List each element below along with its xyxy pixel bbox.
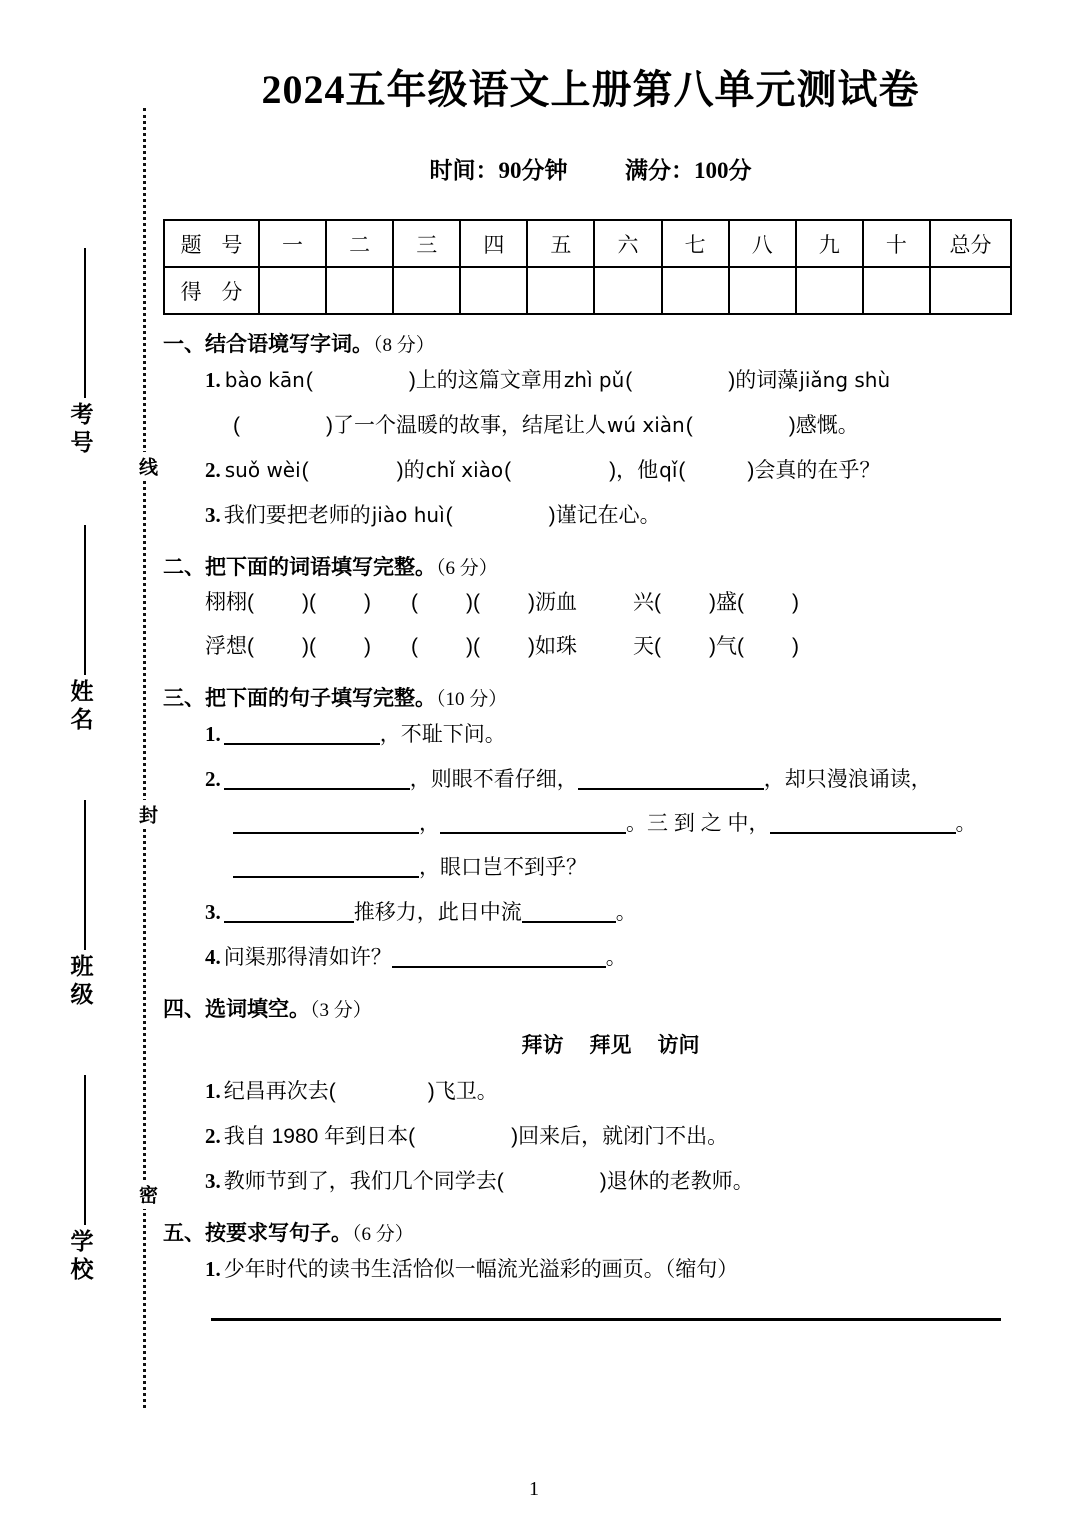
- margin-field-xingming: [26, 525, 136, 735]
- answer-parentheses[interactable]: ( ): [737, 591, 799, 614]
- exam-paper-body: [163, 0, 1018, 1527]
- pinyin-text: chǐ xiào: [425, 458, 504, 482]
- score-table-col-header: 十: [863, 220, 930, 267]
- question-text: 。三 到 之 中，: [626, 812, 770, 835]
- pinyin-text: zhì pǔ: [563, 368, 625, 392]
- question-text: 少年时代的读书生活恰似一幅流光溢彩的画页。（缩句）: [223, 1258, 739, 1281]
- score-table-row-header: 得 分: [164, 267, 259, 314]
- score-table-score-cell[interactable]: [796, 267, 863, 314]
- question-number: 2.: [205, 767, 221, 791]
- answer-parentheses[interactable]: ( ): [247, 635, 309, 658]
- question-number: 1.: [205, 1257, 221, 1281]
- question-text: 教师节到了，我们几个同学去: [223, 1170, 497, 1193]
- question-item: [233, 403, 1018, 448]
- page-title: 2024五年级语文上册第八单元测试卷: [261, 67, 920, 112]
- question-number: 4.: [205, 945, 221, 969]
- answer-parentheses[interactable]: ( ): [408, 1125, 519, 1148]
- answer-blank-line[interactable]: [224, 788, 410, 790]
- question-text: 推移力，此日中流: [353, 901, 522, 924]
- question-section: [163, 551, 1018, 669]
- question-number: 2.: [205, 458, 221, 482]
- question-item: [205, 493, 1018, 538]
- pinyin-text: jiǎng shù: [799, 368, 891, 392]
- word-bank-option[interactable]: 拜见: [589, 1034, 632, 1057]
- question-text: ，却只漫浪诵读，: [763, 768, 932, 791]
- word-bank-option[interactable]: 访问: [657, 1034, 700, 1057]
- answer-parentheses[interactable]: ( ): [309, 591, 371, 614]
- exam-total-score: 满分：100分: [625, 158, 752, 183]
- question-item: [205, 1159, 1018, 1204]
- field-rule: [84, 800, 86, 950]
- score-table-col-header: 五: [527, 220, 594, 267]
- question-item: [205, 1069, 1018, 1114]
- question-text: 我自 1980 年到日本: [223, 1125, 409, 1148]
- margin-field-label: 班级: [67, 954, 94, 1010]
- exam-meta: [163, 152, 1018, 185]
- section-heading-text: 一、结合语境写字词。: [163, 333, 373, 356]
- question-number: 3.: [205, 1169, 221, 1193]
- question-text: 栩栩: [205, 591, 247, 614]
- answer-parentheses[interactable]: ( ): [233, 414, 333, 437]
- score-table-col-header: 六: [594, 220, 661, 267]
- margin-field-kaohao: [26, 248, 136, 458]
- score-table-col-header: 七: [662, 220, 729, 267]
- question-number: 1.: [205, 368, 221, 392]
- answer-blank-line[interactable]: [770, 832, 956, 834]
- seal-dotted-line: [143, 108, 146, 1408]
- question-text: 的: [403, 459, 425, 482]
- page-number: 1: [529, 1478, 539, 1500]
- score-table-score-cell[interactable]: [460, 267, 527, 314]
- score-table-row: [164, 267, 1011, 314]
- margin-field-banji: [26, 800, 136, 1010]
- answer-blank-line[interactable]: [224, 921, 354, 923]
- question-text: 。: [605, 946, 627, 969]
- answer-blank-line[interactable]: [522, 921, 616, 923]
- answer-parentheses[interactable]: ( ): [496, 1170, 607, 1193]
- question-section: [163, 993, 1018, 1204]
- sections-container: [163, 328, 1018, 1321]
- question-text: 兴: [633, 591, 654, 614]
- question-text: 纪昌再次去: [223, 1080, 329, 1103]
- seal-char-feng: 封: [130, 800, 160, 829]
- question-text: 的词藻: [735, 369, 799, 392]
- section-heading-text: 四、选词填空。: [163, 998, 310, 1021]
- question-text: 上的这篇文章用: [415, 369, 563, 392]
- answer-blank-line[interactable]: [578, 788, 764, 790]
- pinyin-text: suǒ wèi: [224, 458, 301, 482]
- answer-parentheses[interactable]: ( ): [445, 504, 556, 527]
- score-table-col-header: 二: [326, 220, 393, 267]
- question-text: 。: [955, 812, 977, 835]
- section-heading-text: 三、把下面的句子填写完整。: [163, 687, 436, 710]
- section-heading-text: 二、把下面的词语填写完整。: [163, 556, 436, 579]
- question-text: 谨记在心。: [555, 504, 661, 527]
- question-text: 感慨。: [795, 414, 859, 437]
- section-points: （10 分）: [436, 689, 508, 710]
- score-table-score-cell[interactable]: [259, 267, 326, 314]
- question-text: 我们要把老师的: [223, 504, 371, 527]
- answer-blank-line[interactable]: [440, 832, 626, 834]
- answer-parentheses[interactable]: ( ): [504, 459, 617, 482]
- word-bank-option[interactable]: 拜访: [521, 1034, 564, 1057]
- question-item: [205, 935, 1018, 980]
- answer-parentheses[interactable]: ( ): [247, 591, 309, 614]
- question-text: 问渠那得清如许？: [223, 946, 392, 969]
- margin-field-label: 考号: [67, 402, 94, 458]
- question-text: ，眼口岂不到乎？: [419, 856, 587, 879]
- question-number: 1.: [205, 1079, 221, 1103]
- field-rule: [84, 248, 86, 398]
- section-heading: [163, 682, 1018, 712]
- section-points: （8 分）: [373, 335, 435, 356]
- answer-parentheses[interactable]: ( ): [737, 635, 799, 658]
- question-text: 浮想: [205, 635, 247, 658]
- score-table-row: [164, 220, 1011, 267]
- question-text: ，不耻下问。: [379, 723, 506, 746]
- question-item: [205, 1114, 1018, 1159]
- question-number: 1.: [205, 722, 221, 746]
- answer-parentheses[interactable]: ( ): [411, 635, 473, 658]
- score-table-col-header: 三: [393, 220, 460, 267]
- score-table-col-header: 九: [796, 220, 863, 267]
- pinyin-text: wú xiàn: [607, 413, 685, 437]
- question-text: 会真的在乎？: [754, 459, 881, 482]
- question-item: [205, 757, 1018, 802]
- answer-parentheses[interactable]: ( ): [678, 459, 755, 482]
- score-table-row-header: 题 号: [164, 220, 259, 267]
- answer-blank-line[interactable]: [233, 876, 419, 878]
- score-table-score-cell[interactable]: [930, 267, 1011, 314]
- score-table-col-header: 四: [460, 220, 527, 267]
- answer-parentheses[interactable]: ( ): [654, 591, 716, 614]
- score-table-col-header: 八: [729, 220, 796, 267]
- question-number: 2.: [205, 1124, 221, 1148]
- answer-blank-line[interactable]: [392, 966, 606, 968]
- section-heading-text: 五、按要求写句子。: [163, 1222, 352, 1245]
- question-text: 盛: [716, 591, 737, 614]
- answer-parentheses[interactable]: ( ): [473, 591, 535, 614]
- seal-char-xian: 线: [130, 452, 160, 481]
- question-item: [205, 581, 1018, 625]
- question-text: 。: [615, 901, 637, 924]
- margin-field-label: 姓名: [67, 679, 94, 735]
- field-rule: [84, 1075, 86, 1225]
- pinyin-text: qǐ: [659, 458, 678, 482]
- question-text: 如珠: [535, 635, 577, 658]
- margin-field-xuexiao: [26, 1075, 136, 1285]
- question-text: 沥血: [535, 591, 577, 614]
- question-item: [233, 802, 1018, 846]
- score-table-score-cell[interactable]: [594, 267, 661, 314]
- score-table: [163, 219, 1012, 315]
- answer-parentheses[interactable]: ( ): [309, 635, 371, 658]
- question-text: 飞卫。: [434, 1080, 498, 1103]
- question-item: [205, 890, 1018, 935]
- score-table-col-header: 总分: [930, 220, 1011, 267]
- question-text: 退休的老教师。: [606, 1170, 754, 1193]
- answer-parentheses[interactable]: ( ): [625, 369, 736, 392]
- field-rule: [84, 525, 86, 675]
- score-table-score-cell[interactable]: [527, 267, 594, 314]
- answer-writing-line[interactable]: [211, 1318, 1001, 1321]
- section-heading: [163, 1217, 1018, 1247]
- margin-field-label: 学校: [67, 1229, 94, 1285]
- score-table-score-cell[interactable]: [729, 267, 796, 314]
- score-table-score-cell[interactable]: [662, 267, 729, 314]
- section-points: （3 分）: [310, 1000, 372, 1021]
- answer-parentheses[interactable]: ( ): [328, 1080, 435, 1103]
- question-text: ，: [419, 812, 440, 835]
- question-number: 3.: [205, 503, 221, 527]
- answer-parentheses[interactable]: ( ): [685, 414, 796, 437]
- pinyin-text: jiào huì: [371, 503, 445, 527]
- question-text: 回来后，就闭门不出。: [518, 1125, 729, 1148]
- score-table-score-cell[interactable]: [326, 267, 393, 314]
- question-item: [205, 448, 1018, 493]
- answer-parentheses[interactable]: ( ): [301, 459, 404, 482]
- word-bank: [163, 1023, 1018, 1069]
- question-section: [163, 682, 1018, 980]
- answer-parentheses[interactable]: ( ): [654, 635, 716, 658]
- question-section: [163, 1217, 1018, 1321]
- answer-blank-line[interactable]: [233, 832, 419, 834]
- seal-char-mi: 密: [130, 1180, 160, 1209]
- answer-parentheses[interactable]: ( ): [305, 369, 416, 392]
- score-table-col-header: 一: [259, 220, 326, 267]
- score-table-score-cell[interactable]: [393, 267, 460, 314]
- question-text: 气: [716, 635, 737, 658]
- score-table-body: [164, 220, 1011, 314]
- question-item: [205, 625, 1018, 669]
- score-table-score-cell[interactable]: [863, 267, 930, 314]
- section-points: （6 分）: [436, 558, 498, 579]
- section-heading: [163, 328, 1018, 358]
- question-text: 了一个温暖的故事，结尾让人: [333, 414, 606, 437]
- answer-parentheses[interactable]: ( ): [473, 635, 535, 658]
- pinyin-text: bào kān: [224, 368, 305, 392]
- question-item: [233, 846, 1018, 890]
- question-item: [205, 712, 1018, 757]
- section-heading: [163, 993, 1018, 1023]
- question-item: [205, 1247, 1018, 1292]
- answer-blank-line[interactable]: [224, 743, 380, 745]
- question-item: [205, 358, 1018, 403]
- section-heading: [163, 551, 1018, 581]
- section-points: （6 分）: [352, 1224, 414, 1245]
- question-text: ，他: [616, 459, 659, 482]
- answer-parentheses[interactable]: ( ): [411, 591, 473, 614]
- question-number: 3.: [205, 900, 221, 924]
- question-text: 天: [633, 635, 654, 658]
- exam-duration: 时间：90分钟: [429, 158, 568, 183]
- question-text: ，则眼不看仔细，: [409, 768, 578, 791]
- question-section: [163, 328, 1018, 538]
